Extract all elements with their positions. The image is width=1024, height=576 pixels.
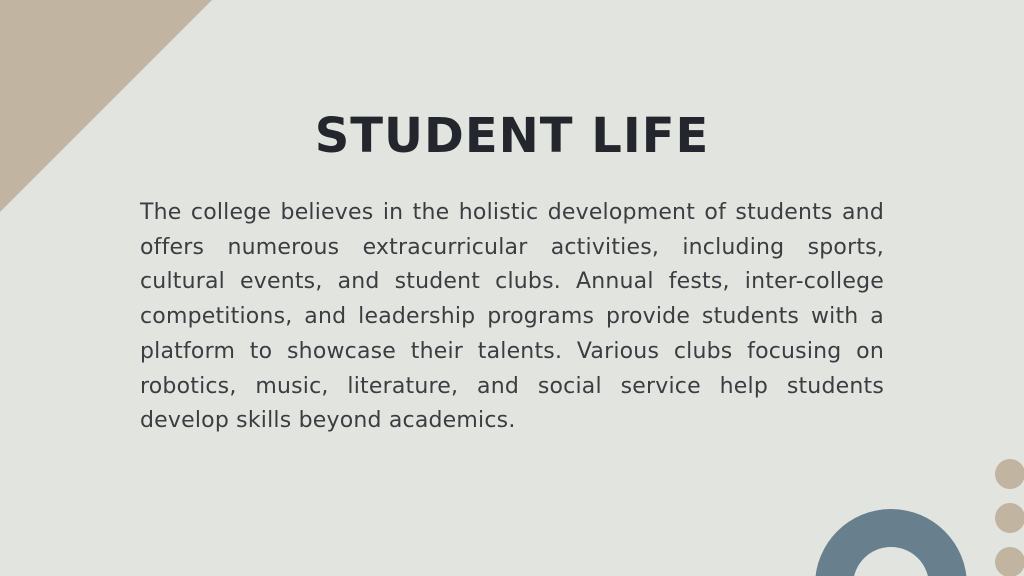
ring-decoration: [815, 509, 967, 576]
ring-hole: [853, 547, 929, 576]
slide-body-text: The college believes in the holistic development of students and offers numerous extracurricular activities, including sports, cultural events, and student clubs. Annual fests, inter-college competitions, and leadership programs provide students with a platform to showcase their talents. Various clubs focusing on robotics, music, literature, and social service help students develop skills beyond academics.: [140, 200, 884, 434]
slide-title: STUDENT LIFE: [314, 108, 710, 164]
dot-decoration-2: [995, 503, 1024, 533]
dot-decoration-3: [995, 547, 1024, 576]
dot-decoration-1: [995, 459, 1024, 489]
